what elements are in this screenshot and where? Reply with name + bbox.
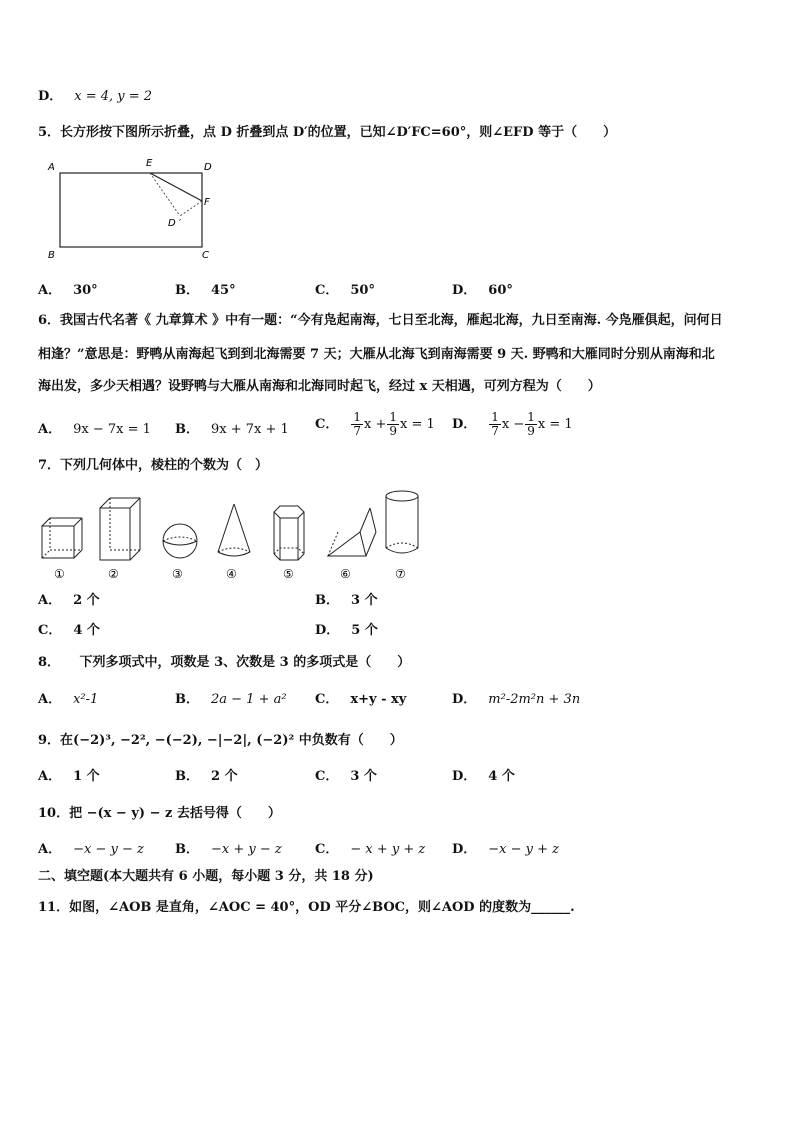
q7-option-d	[315, 622, 378, 640]
q8-option-c	[315, 691, 406, 709]
option-mid: x +	[364, 417, 387, 432]
option-label: C．	[315, 842, 339, 857]
option-text: x+y - xy	[350, 692, 407, 707]
q11-stem: 11．如图，∠AOB 是直角，∠AOC = 40°，OD 平分∠BOC，则∠AOD 的度数为______.	[38, 900, 575, 915]
q5-option-d	[452, 282, 513, 300]
shape-number-3: ③	[172, 567, 183, 581]
fraction-one-ninth: $\frac{1}{9}$	[389, 410, 397, 438]
q5-option-a	[38, 282, 98, 300]
option-label: B．	[315, 593, 339, 608]
q6-option-d	[452, 411, 573, 438]
segment-fd-prime	[180, 201, 202, 216]
shape-number-5: ⑤	[283, 567, 294, 581]
option-label: A．	[38, 842, 62, 857]
label-f: F	[204, 197, 210, 208]
q6-option-a	[38, 421, 151, 439]
shape-number-2: ②	[108, 567, 119, 581]
option-text: x²-1	[73, 692, 99, 707]
solid-triangular-prism	[328, 508, 376, 556]
q6-option-c	[315, 411, 435, 438]
fraction-one-ninth: $\frac{1}{9}$	[527, 410, 535, 438]
solid-cube	[42, 518, 82, 558]
option-tail: x = 1	[400, 417, 435, 432]
solid-hexagonal-prism	[274, 506, 304, 560]
option-text: −x − y + z	[488, 842, 560, 857]
q7-solids-figure	[34, 486, 434, 582]
solid-sphere	[163, 524, 197, 558]
option-text: 3 个	[350, 769, 377, 784]
q5-option-c	[315, 282, 375, 300]
q5-rectangle-fold-figure	[44, 152, 224, 262]
option-label: D．	[452, 417, 477, 432]
option-label: C．	[315, 692, 339, 707]
q10-option-b	[175, 841, 282, 859]
option-label: B．	[175, 422, 199, 437]
option-label: D．	[315, 623, 340, 638]
q6-stem-line1: 6．我国古代名著《 九章算术 》中有一题：“今有凫起南海，七日至北海，雁起北海，九日至南海. 今凫雁俱起，问何日	[38, 313, 723, 328]
q6-option-b	[175, 421, 289, 439]
option-mid: x −	[501, 417, 525, 432]
option-label: C．	[38, 623, 62, 638]
label-a: A	[48, 162, 55, 173]
option-label: A．	[38, 593, 62, 608]
q9-option-a	[38, 768, 100, 786]
q8-option-d	[452, 691, 580, 709]
solid-cone	[218, 504, 250, 556]
q6-stem-line3: 海出发，多少天相遇？设野鸭与大雁从南海和北海同时起飞，经过 x 天相遇，可列方程为（ ）	[38, 379, 601, 394]
q8-option-a	[38, 691, 98, 709]
label-e: E	[146, 158, 153, 169]
section-fill-in-title: 二、填空题(本大题共有 6 小题，每小题 3 分，共 18 分)	[38, 869, 374, 884]
q10-option-a	[38, 841, 144, 859]
label-c: C	[202, 250, 209, 261]
solid-cylinder	[386, 491, 418, 553]
option-text: 3 个	[351, 593, 378, 608]
segment-ed-prime	[150, 173, 180, 216]
q9-option-b	[175, 768, 238, 786]
q5-option-b	[175, 282, 236, 300]
q8-option-b	[175, 691, 287, 709]
q4-option-d	[38, 88, 152, 106]
shape-number-1: ①	[54, 567, 65, 581]
shape-number-6: ⑥	[340, 567, 351, 581]
option-text: 4 个	[488, 769, 515, 784]
option-text: 4 个	[73, 623, 100, 638]
label-b: B	[48, 250, 55, 261]
q7-option-b	[315, 592, 378, 610]
option-label: D．	[452, 842, 477, 857]
option-text: 9x − 7x = 1	[73, 422, 151, 437]
option-label: A．	[38, 769, 62, 784]
option-text: 2 个	[73, 593, 100, 608]
option-label: B．	[175, 769, 199, 784]
option-label: D．	[452, 692, 477, 707]
option-text: 2a − 1 + a²	[211, 692, 287, 707]
q9-stem: 9．在(−2)³, −2², −(−2), −|−2|, (−2)² 中负数有（ ）	[38, 733, 403, 748]
q7-option-c	[38, 622, 100, 640]
label-d: D	[204, 162, 212, 173]
option-text: 45°	[211, 283, 236, 298]
option-text: 30°	[73, 283, 98, 298]
option-text: − x + y + z	[350, 842, 426, 857]
option-text: 50°	[350, 283, 375, 298]
option-label: A．	[38, 692, 62, 707]
label-d-prime: D ′	[168, 218, 182, 229]
option-label: B．	[175, 692, 199, 707]
option-label: D．	[38, 89, 63, 104]
option-text: m²-2m²n + 3n	[488, 692, 581, 707]
shape-number-7: ⑦	[395, 567, 406, 581]
option-label: D．	[452, 283, 477, 298]
option-label: A．	[38, 283, 62, 298]
option-text: 1 个	[73, 769, 100, 784]
option-label: A．	[38, 422, 62, 437]
fold-line-ef	[150, 173, 202, 201]
option-label: C．	[315, 283, 339, 298]
shape-number-4: ④	[226, 567, 237, 581]
q10-option-c	[315, 841, 425, 859]
option-label: B．	[175, 283, 199, 298]
fraction-one-seventh: $\frac{1}{7}$	[491, 410, 499, 438]
option-text: −x + y − z	[211, 842, 282, 857]
option-label: B．	[175, 842, 199, 857]
q6-stem-line2: 相逢？”意思是：野鸭从南海起飞到到北海需要 7 天；大雁从北海飞到南海需要 9 天. 野鸭和大雁同时分别从南海和北	[38, 347, 715, 362]
q8-stem: 8． 下列多项式中，项数是 3、次数是 3 的多项式是（ ）	[38, 655, 411, 670]
rectangle-abcd	[60, 173, 202, 247]
option-label: C．	[315, 417, 339, 432]
option-label: C．	[315, 769, 339, 784]
option-text: 9x + 7x + 1	[211, 422, 289, 437]
q9-option-c	[315, 768, 377, 786]
option-text: 5 个	[351, 623, 378, 638]
q7-option-a	[38, 592, 100, 610]
q5-stem: 5．长方形按下图所示折叠，点 D 折叠到点 D′的位置，已知∠D′FC=60°，则∠EFD 等于（ ）	[38, 125, 617, 140]
option-text: 60°	[488, 283, 513, 298]
option-text: −x − y − z	[73, 842, 144, 857]
q7-stem: 7．下列几何体中，棱柱的个数为（ ）	[38, 458, 269, 473]
option-text: x = 4, y = 2	[74, 89, 153, 104]
q10-stem: 10．把 −(x − y) − z 去括号得（ ）	[38, 806, 281, 821]
q9-option-d	[452, 768, 515, 786]
solid-rectangular-prism	[100, 498, 140, 560]
option-text: 2 个	[211, 769, 238, 784]
q10-option-d	[452, 841, 559, 859]
fraction-one-seventh: $\frac{1}{7}$	[353, 410, 361, 438]
option-label: D．	[452, 769, 477, 784]
option-tail: x = 1	[537, 417, 573, 432]
